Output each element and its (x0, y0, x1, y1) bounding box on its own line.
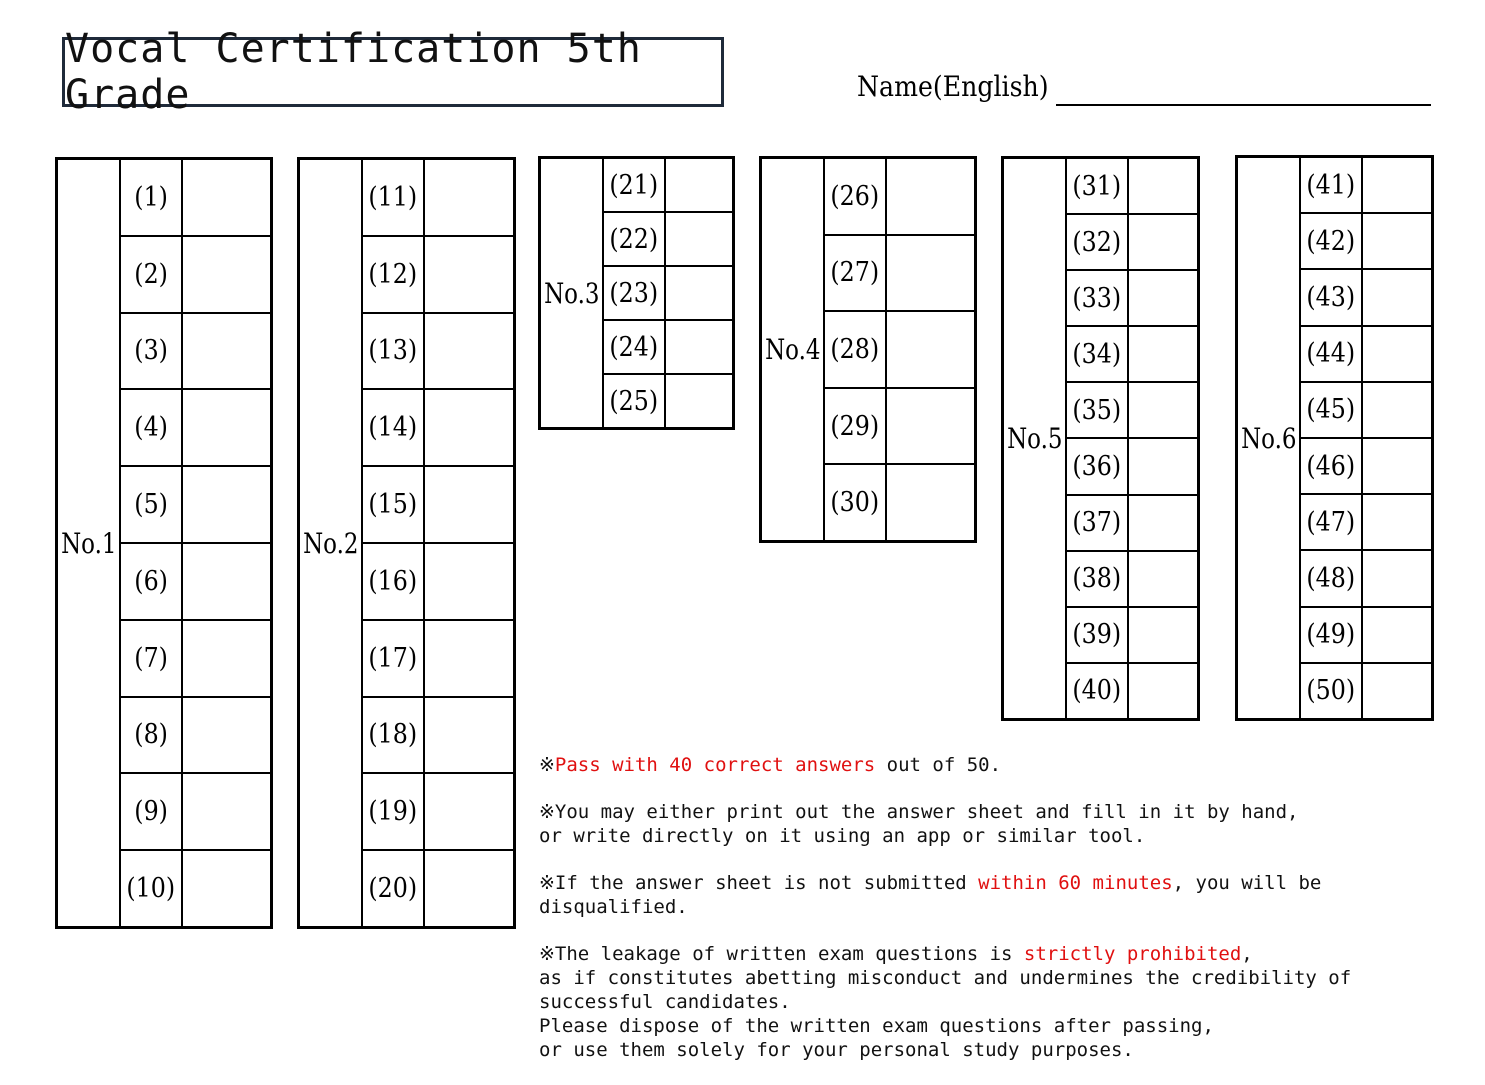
note-text: ※If the answer sheet is not submitted (539, 872, 979, 894)
question-number: (9) (121, 774, 183, 849)
answer-cell[interactable] (1363, 439, 1431, 493)
question-number: (22) (604, 213, 666, 265)
answer-cell[interactable] (183, 544, 270, 619)
question-number: (42) (1301, 214, 1363, 268)
question-number: (3) (121, 314, 183, 389)
question-row (1067, 325, 1197, 381)
question-row (121, 388, 270, 465)
answer-cell[interactable] (1363, 327, 1431, 381)
question-row (825, 463, 974, 540)
answer-cell[interactable] (666, 375, 732, 427)
question-number: (25) (604, 375, 666, 427)
answer-cell[interactable] (666, 159, 732, 211)
question-row (1301, 549, 1431, 605)
question-number: (12) (363, 237, 425, 312)
question-number: (24) (604, 321, 666, 373)
question-row (825, 310, 974, 387)
question-number: (18) (363, 698, 425, 773)
answer-cell[interactable] (1129, 215, 1197, 269)
question-row (363, 542, 513, 619)
answer-cell[interactable] (887, 159, 974, 234)
instruction-note (539, 942, 1459, 1062)
question-number: (11) (363, 160, 425, 235)
question-number: (16) (363, 544, 425, 619)
answer-cell[interactable] (183, 314, 270, 389)
question-number: (32) (1067, 215, 1129, 269)
question-number: (36) (1067, 439, 1129, 493)
question-number: (19) (363, 774, 425, 849)
question-number: (1) (121, 160, 183, 235)
answer-cell[interactable] (1129, 439, 1197, 493)
question-row (363, 235, 513, 312)
question-number: (45) (1301, 383, 1363, 437)
answer-cell[interactable] (1129, 327, 1197, 381)
question-row (1301, 212, 1431, 268)
question-number: (14) (363, 390, 425, 465)
section-4 (759, 156, 977, 543)
answer-cell[interactable] (1129, 271, 1197, 325)
answer-cell[interactable] (425, 237, 513, 312)
note-text: out of 50. (875, 754, 1002, 776)
answer-cell[interactable] (425, 160, 513, 235)
question-number: (2) (121, 237, 183, 312)
question-number: (35) (1067, 383, 1129, 437)
answer-cell[interactable] (1363, 608, 1431, 662)
answer-cell[interactable] (425, 774, 513, 849)
instruction-note (539, 871, 1459, 919)
question-row (1067, 662, 1197, 718)
question-row (1067, 550, 1197, 606)
question-number: (44) (1301, 327, 1363, 381)
question-number: (31) (1067, 159, 1129, 213)
question-row (363, 312, 513, 389)
highlighted-text: Pass with 40 correct answers (554, 754, 876, 776)
note-text: , as if constitutes abetting misconduct and undermines the credibility of successful candidates. Please dispose of the written exam questions after passing, or use them solely for your personal study purposes. (539, 943, 1352, 1061)
answer-cell[interactable] (183, 851, 270, 926)
answer-cell[interactable] (183, 160, 270, 235)
question-number: (10) (121, 851, 183, 926)
answer-cell[interactable] (183, 698, 270, 773)
answer-cell[interactable] (183, 390, 270, 465)
question-row (604, 373, 732, 427)
answer-cell[interactable] (1129, 496, 1197, 550)
question-row (604, 159, 732, 211)
question-row (1067, 381, 1197, 437)
note-text: ※You may either print out the answer sheet and fill in it by hand, or write directly on it using an app or similar tool. (539, 801, 1299, 847)
answer-cell[interactable] (425, 544, 513, 619)
section-label: No.1 (58, 160, 121, 926)
answer-cell[interactable] (1363, 551, 1431, 605)
question-row (121, 542, 270, 619)
answer-cell[interactable] (425, 390, 513, 465)
question-number: (47) (1301, 495, 1363, 549)
question-number: (17) (363, 621, 425, 696)
question-number: (50) (1301, 664, 1363, 718)
answer-cell[interactable] (1129, 664, 1197, 718)
question-row (825, 234, 974, 311)
question-number: (38) (1067, 552, 1129, 606)
highlighted-text: strictly prohibited (1023, 943, 1242, 965)
question-row (1067, 606, 1197, 662)
answer-cell[interactable] (183, 774, 270, 849)
question-number: (33) (1067, 271, 1129, 325)
question-number: (26) (825, 159, 887, 234)
instruction-note (539, 800, 1459, 848)
question-row (1301, 606, 1431, 662)
question-number: (41) (1301, 158, 1363, 212)
question-row (1301, 268, 1431, 324)
answer-cell[interactable] (1363, 158, 1431, 212)
answer-cell[interactable] (887, 236, 974, 311)
answer-cell[interactable] (887, 389, 974, 464)
question-number: (39) (1067, 608, 1129, 662)
question-row (604, 211, 732, 265)
question-number: (30) (825, 465, 887, 540)
question-number: (21) (604, 159, 666, 211)
question-row (1301, 325, 1431, 381)
question-number: (4) (121, 390, 183, 465)
question-number: (37) (1067, 496, 1129, 550)
question-row (825, 387, 974, 464)
answer-cell[interactable] (425, 621, 513, 696)
question-number: (23) (604, 267, 666, 319)
section-2 (297, 157, 516, 929)
answer-cell[interactable] (887, 465, 974, 540)
question-row (363, 160, 513, 235)
instruction-note (539, 753, 1459, 777)
answer-cell[interactable] (1129, 383, 1197, 437)
question-row (121, 772, 270, 849)
section-label: No.5 (1004, 159, 1067, 718)
answer-cell[interactable] (666, 267, 732, 319)
question-number: (20) (363, 851, 425, 926)
question-row (363, 465, 513, 542)
answer-cell[interactable] (1363, 664, 1431, 718)
answer-cell[interactable] (425, 851, 513, 926)
question-number: (8) (121, 698, 183, 773)
question-row (604, 319, 732, 373)
question-row (363, 772, 513, 849)
answer-cell[interactable] (887, 312, 974, 387)
question-row (604, 265, 732, 319)
highlighted-text: within 60 minutes (978, 872, 1173, 894)
question-number: (5) (121, 467, 183, 542)
question-row (363, 849, 513, 926)
note-text: ※ (539, 754, 555, 776)
answer-cell[interactable] (666, 213, 732, 265)
answer-cell[interactable] (183, 621, 270, 696)
answer-cell[interactable] (1129, 552, 1197, 606)
question-row (1301, 158, 1431, 212)
question-number: (34) (1067, 327, 1129, 381)
question-row (121, 849, 270, 926)
answer-cell[interactable] (666, 321, 732, 373)
question-number: (7) (121, 621, 183, 696)
section-6 (1235, 155, 1434, 721)
question-number: (13) (363, 314, 425, 389)
question-number: (29) (825, 389, 887, 464)
question-row (1301, 662, 1431, 718)
question-row (825, 159, 974, 234)
question-number: (15) (363, 467, 425, 542)
answer-cell[interactable] (425, 467, 513, 542)
answer-cell[interactable] (183, 467, 270, 542)
question-row (1067, 159, 1197, 213)
section-5 (1001, 156, 1200, 721)
answer-cell[interactable] (183, 237, 270, 312)
question-row (1301, 381, 1431, 437)
note-text: ※The leakage of written exam questions is (539, 943, 1024, 965)
answer-cell[interactable] (1363, 383, 1431, 437)
question-row (1067, 494, 1197, 550)
name-label: Name(English) (857, 70, 1049, 103)
question-row (1067, 213, 1197, 269)
question-row (121, 312, 270, 389)
question-row (1301, 493, 1431, 549)
answer-cell[interactable] (1363, 495, 1431, 549)
note-text: , you will be disqualified. (539, 872, 1322, 918)
answer-cell[interactable] (1129, 159, 1197, 213)
answer-cell[interactable] (425, 698, 513, 773)
question-number: (6) (121, 544, 183, 619)
question-row (363, 619, 513, 696)
question-number: (46) (1301, 439, 1363, 493)
question-row (1067, 437, 1197, 493)
question-number: (43) (1301, 270, 1363, 324)
section-3 (538, 156, 735, 430)
question-row (1067, 269, 1197, 325)
question-row (363, 388, 513, 465)
answer-cell[interactable] (1363, 214, 1431, 268)
question-row (1301, 437, 1431, 493)
sheet-title: Vocal Certification 5th Grade (62, 37, 724, 107)
name-input-line[interactable] (1056, 104, 1431, 106)
question-number: (49) (1301, 608, 1363, 662)
question-row (121, 235, 270, 312)
question-row (363, 696, 513, 773)
question-row (121, 696, 270, 773)
section-label: No.6 (1238, 158, 1301, 718)
instructions (539, 753, 1459, 1085)
section-label: No.4 (762, 159, 825, 540)
answer-cell[interactable] (425, 314, 513, 389)
question-number: (27) (825, 236, 887, 311)
section-label: No.2 (300, 160, 363, 926)
question-number: (28) (825, 312, 887, 387)
question-number: (48) (1301, 551, 1363, 605)
question-row (121, 160, 270, 235)
question-row (121, 619, 270, 696)
question-number: (40) (1067, 664, 1129, 718)
section-1 (55, 157, 273, 929)
answer-cell[interactable] (1129, 608, 1197, 662)
question-row (121, 465, 270, 542)
section-label: No.3 (541, 159, 604, 427)
answer-cell[interactable] (1363, 270, 1431, 324)
